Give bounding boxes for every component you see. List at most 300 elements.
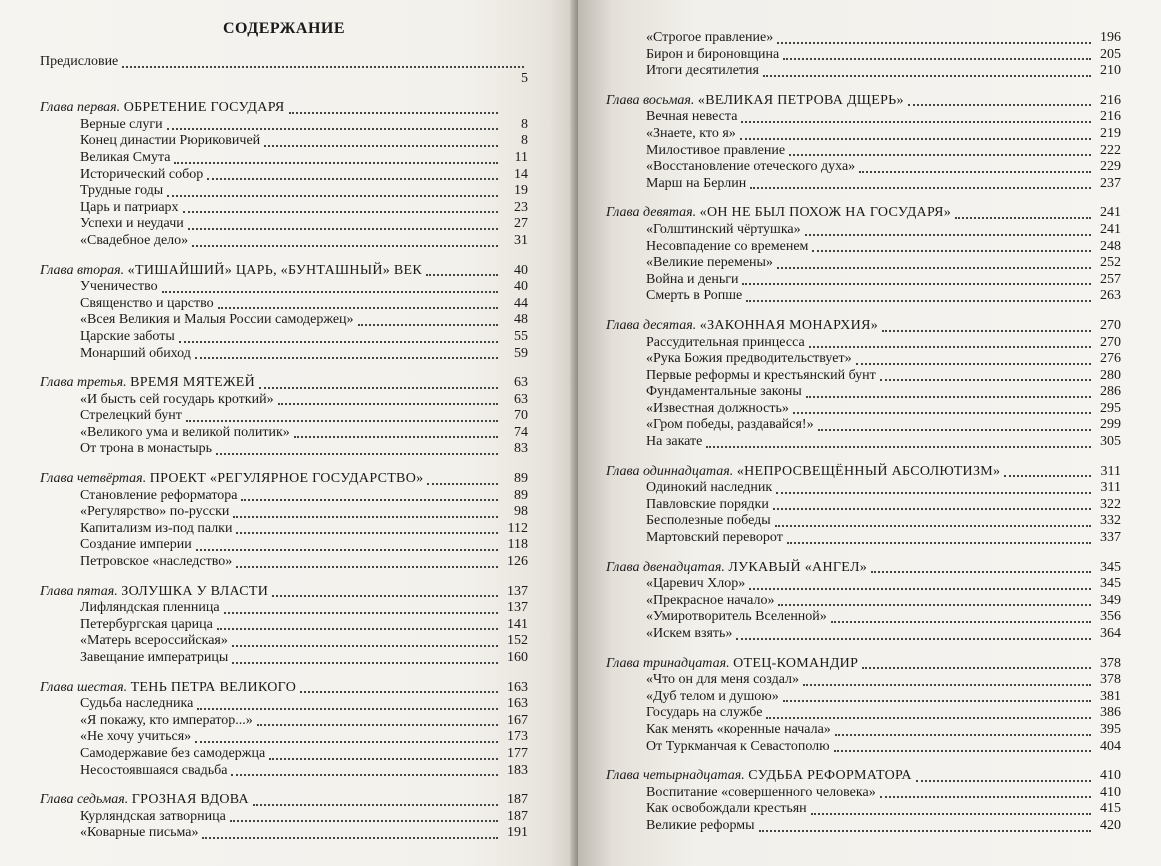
section-entry: [606, 30, 1121, 47]
page-number: 48: [514, 312, 528, 328]
leader-dots: [232, 645, 498, 647]
section-title: Конец династии Рюриковичей: [80, 133, 261, 149]
leader-dots: [167, 128, 498, 130]
section-entry: [40, 441, 528, 458]
section-entry: [40, 554, 528, 571]
chapter-name: «НЕПРОСВЕЩЁННЫЙ АБСОЛЮТИЗМ»: [736, 463, 1001, 479]
leader-dots: [186, 420, 498, 422]
section-entry: [606, 401, 1121, 418]
section-title: Война и деньги: [646, 271, 739, 287]
leader-dots: [759, 830, 1091, 832]
section-title: Петербургская царица: [80, 616, 213, 632]
page-number: 152: [507, 633, 528, 649]
section-entry: [40, 392, 528, 409]
page-number: 137: [507, 583, 528, 599]
leader-dots: [272, 595, 498, 597]
page-number: 229: [1100, 159, 1121, 175]
page-number: 59: [514, 345, 528, 361]
leader-dots: [236, 566, 498, 568]
leader-dots: [269, 758, 498, 760]
leader-dots: [197, 708, 498, 710]
section-entry: [40, 150, 528, 167]
leader-dots: [167, 195, 498, 197]
section-title: «Строгое правление»: [646, 30, 774, 45]
chapter-entry: [606, 768, 1121, 785]
page-number: 219: [1100, 125, 1121, 141]
section-entry: [606, 785, 1121, 802]
chapter-label: Глава пятая.: [40, 583, 118, 599]
section-entry: [40, 825, 528, 842]
leader-dots: [871, 571, 1091, 573]
section-title: Мартовский переворот: [646, 530, 783, 546]
leader-dots: [775, 525, 1091, 527]
page-number: 237: [1100, 175, 1121, 191]
chapter-block: [40, 792, 528, 842]
chapter-entry: [40, 375, 528, 392]
leader-dots: [231, 774, 498, 776]
section-entry: [606, 176, 1121, 193]
section-entry: [606, 255, 1121, 272]
chapter-heading: [40, 680, 296, 697]
section-entry: [606, 368, 1121, 385]
section-title: Первые реформы и крестьянский бунт: [646, 367, 876, 383]
leader-dots: [809, 346, 1091, 348]
section-title: Великие реформы: [646, 817, 755, 833]
section-entry: [40, 200, 528, 217]
page-number: 112: [507, 520, 528, 536]
section-title: Итоги десятилетия: [646, 63, 759, 79]
chapter-name: СУДЬБА РЕФОРМАТОРА: [748, 768, 912, 784]
preface-page: 5: [521, 70, 528, 86]
page-number: 395: [1100, 721, 1121, 737]
chapter-block: [40, 680, 528, 780]
leader-dots: [216, 453, 498, 455]
leader-dots: [174, 162, 498, 164]
section-entry: [606, 530, 1121, 547]
chapter-name: ПРОЕКТ «РЕГУЛЯРНОЕ ГОСУДАРСТВО»: [149, 471, 424, 487]
leader-dots: [300, 691, 498, 693]
page-number: 27: [514, 216, 528, 232]
chapter-block: [40, 584, 528, 667]
section-title: Курляндская затворница: [80, 808, 226, 824]
section-entry: [40, 521, 528, 538]
page-number: 40: [514, 262, 528, 278]
left-chapters: [40, 100, 528, 842]
leader-dots: [811, 813, 1091, 815]
leader-dots: [162, 291, 498, 293]
section-entry: [40, 729, 528, 746]
page-number: 163: [507, 679, 528, 695]
leader-dots: [880, 796, 1091, 798]
leader-dots: [777, 42, 1091, 44]
leader-dots: [188, 228, 498, 230]
section-entry: [606, 63, 1121, 80]
section-entry: [40, 600, 528, 617]
leader-dots: [706, 446, 1091, 448]
page-number: 98: [514, 504, 528, 520]
chapter-heading: [606, 768, 912, 785]
section-title: Становление реформатора: [80, 487, 238, 503]
section-entry: [40, 763, 528, 780]
leader-dots: [1004, 475, 1091, 477]
page-number: 378: [1100, 672, 1121, 688]
chapter-block: [606, 656, 1121, 756]
chapter-block: [606, 318, 1121, 451]
page-number: 322: [1100, 496, 1121, 512]
section-title: Бирон и бироновщина: [646, 46, 780, 62]
chapter-heading: [40, 792, 249, 809]
leader-dots: [253, 804, 498, 806]
section-entry: [606, 239, 1121, 256]
section-title: Бесполезные победы: [646, 513, 771, 529]
page-number: 332: [1100, 513, 1121, 529]
page-number: 137: [507, 600, 528, 616]
page-number: 14: [514, 166, 528, 182]
chapter-label: Глава восьмая.: [606, 92, 695, 108]
chapter-entry: [606, 560, 1121, 577]
chapter-label: Глава четырнадцатая.: [606, 768, 745, 784]
leader-dots: [859, 171, 1091, 173]
section-entry: [606, 143, 1121, 160]
chapter-entry: [40, 471, 528, 488]
chapter-name: «ВЕЛИКАЯ ПЕТРОВА ДЩЕРЬ»: [697, 92, 904, 108]
leader-dots: [427, 483, 498, 485]
chapter-block: [606, 464, 1121, 547]
section-title: Лифляндская пленница: [80, 600, 220, 616]
page-number: 167: [507, 712, 528, 728]
section-entry: [606, 335, 1121, 352]
section-title: Стрелецкий бунт: [80, 408, 182, 424]
leader-dots: [426, 274, 498, 276]
section-title: Несовпадение со временем: [646, 238, 809, 254]
leader-dots: [749, 588, 1091, 590]
leader-dots: [259, 387, 498, 389]
chapter-entry: [606, 93, 1121, 110]
section-entry: [40, 296, 528, 313]
leader-dots: [179, 341, 498, 343]
leader-dots: [750, 187, 1091, 189]
leader-dots: [192, 245, 498, 247]
page-number: 196: [1100, 30, 1121, 45]
leader-dots: [777, 267, 1091, 269]
section-entry: [40, 279, 528, 296]
section-entry: [40, 346, 528, 363]
page-number: 141: [507, 616, 528, 632]
preface-title: Предисловие: [40, 54, 119, 69]
section-title: «Искем взять»: [646, 626, 733, 641]
section-entry: [40, 233, 528, 250]
leader-dots: [122, 66, 524, 68]
section-title: «Великого ума и великой политик»: [80, 424, 290, 440]
chapter-entry: [606, 464, 1121, 481]
page-number: 276: [1100, 351, 1121, 367]
section-title: «Я покажу, кто император...»: [80, 712, 253, 728]
section-title: «Всея Великия и Малыя России самодержец»: [80, 312, 354, 328]
section-entry: [606, 288, 1121, 305]
page-number: 311: [1100, 463, 1121, 479]
page-number: 187: [507, 808, 528, 824]
section-title: Успехи и неудачи: [80, 216, 184, 232]
page-number: 415: [1100, 801, 1121, 817]
chapter-label: Глава вторая.: [40, 262, 125, 278]
chapter-heading: [40, 584, 268, 601]
chapter-heading: [606, 656, 858, 673]
chapter-entry: [606, 318, 1121, 335]
page-number: 8: [521, 116, 528, 132]
page-number: 177: [507, 745, 528, 761]
chapter-label: Глава тринадцатая.: [606, 655, 730, 671]
leader-dots: [856, 363, 1091, 365]
page-number: 83: [514, 441, 528, 457]
chapter-heading: [40, 263, 422, 280]
section-title: Фундаментальные законы: [646, 384, 802, 400]
section-title: От Туркманчая к Севастополю: [646, 738, 830, 754]
section-entry: [606, 497, 1121, 514]
leader-dots: [218, 307, 498, 309]
leader-dots: [818, 429, 1091, 431]
leader-dots: [278, 403, 498, 405]
chapter-label: Глава десятая.: [606, 317, 697, 333]
leader-dots: [955, 217, 1091, 219]
page-number: 286: [1100, 384, 1121, 400]
chapter-block: [40, 263, 528, 363]
chapter-name: ОБРЕТЕНИЕ ГОСУДАРЯ: [123, 100, 285, 116]
section-title: Ученичество: [80, 279, 158, 295]
section-entry: [606, 722, 1121, 739]
page-number: 345: [1100, 559, 1121, 575]
section-entry: [606, 47, 1121, 64]
chapter-heading: [606, 464, 1000, 481]
section-entry: [40, 617, 528, 634]
section-title: «И бысть сей государь кроткий»: [80, 391, 274, 407]
leader-dots: [763, 75, 1091, 77]
section-entry: [40, 650, 528, 667]
leader-dots: [741, 121, 1091, 123]
page-number: 55: [514, 328, 528, 344]
page-number: 40: [514, 279, 528, 295]
page-number: 216: [1100, 92, 1121, 108]
section-title: «Не хочу учиться»: [80, 729, 192, 745]
page-number: 89: [514, 471, 528, 487]
leader-dots: [257, 724, 498, 726]
section-entry: [40, 329, 528, 346]
section-entry: [606, 705, 1121, 722]
leader-dots: [835, 734, 1091, 736]
page-number: 252: [1100, 255, 1121, 271]
leader-dots: [805, 234, 1091, 236]
section-entry: [606, 417, 1121, 434]
chapter-block: [606, 205, 1121, 305]
section-entry: [606, 626, 1121, 643]
chapter-entry: [40, 263, 528, 280]
page-number: 410: [1100, 784, 1121, 800]
section-entry: [606, 609, 1121, 626]
left-page: [0, 0, 578, 866]
section-title: «Дуб телом и душою»: [646, 688, 779, 704]
chapter-label: Глава одиннадцатая.: [606, 463, 734, 479]
leader-dots: [746, 300, 1091, 302]
leader-dots: [736, 638, 1091, 640]
chapter-name: ЛУКАВЫЙ «АНГЕЛ»: [728, 559, 868, 575]
chapter-name: ЗОЛУШКА У ВЛАСТИ: [121, 583, 269, 599]
page-number: 163: [507, 696, 528, 712]
page-number: 364: [1100, 626, 1121, 641]
page-number: 241: [1100, 205, 1121, 221]
page-number: 356: [1100, 609, 1121, 625]
section-title: «Матерь всероссийская»: [80, 633, 228, 649]
section-title: «Рука Божия предводительствует»: [646, 351, 852, 367]
page-number: 205: [1100, 46, 1121, 62]
page-number: 187: [507, 792, 528, 808]
leader-dots: [294, 436, 498, 438]
section-title: Государь на службе: [646, 705, 763, 721]
chapter-label: Глава девятая.: [606, 205, 697, 221]
chapter-entry: [40, 584, 528, 601]
section-entry: [606, 109, 1121, 126]
leader-dots: [882, 330, 1091, 332]
section-title: Великая Смута: [80, 149, 171, 165]
section-entry: [40, 425, 528, 442]
section-entry: [40, 216, 528, 233]
section-entry: [40, 408, 528, 425]
section-title: Воспитание «совершенного человека»: [646, 784, 876, 800]
leader-dots: [195, 741, 498, 743]
leader-dots: [773, 508, 1091, 510]
section-entry: [40, 537, 528, 554]
chapter-heading: [606, 318, 878, 335]
section-title: Как менять «коренные начала»: [646, 721, 831, 737]
section-title: «Что он для меня создал»: [646, 672, 800, 688]
section-entry: [40, 746, 528, 763]
page-number: 19: [514, 183, 528, 199]
chapter-entry: [40, 792, 528, 809]
section-title: Судьба наследника: [80, 696, 194, 712]
page-number: 118: [507, 537, 528, 553]
leader-dots: [742, 283, 1091, 285]
chapter-block: [606, 560, 1121, 643]
leader-dots: [831, 621, 1091, 623]
page-number: 280: [1100, 367, 1121, 383]
section-entry: [40, 633, 528, 650]
chapter-entry: [40, 100, 528, 117]
section-title: «Умиротворитель Вселенной»: [646, 609, 827, 625]
page-number: 160: [507, 650, 528, 665]
section-title: Рассудительная принцесса: [646, 334, 805, 350]
leader-dots: [793, 412, 1091, 414]
chapter-name: «ОН НЕ БЫЛ ПОХОЖ НА ГОСУДАРЯ»: [699, 205, 952, 221]
leader-dots: [806, 396, 1091, 398]
leader-dots: [776, 492, 1091, 494]
section-title: «Регулярство» по-русски: [80, 504, 230, 520]
chapter-label: Глава шестая.: [40, 679, 128, 695]
chapter-name: ВРЕМЯ МЯТЕЖЕЙ: [130, 375, 256, 391]
section-entry: [40, 312, 528, 329]
section-entry: [606, 801, 1121, 818]
section-entry: [606, 351, 1121, 368]
chapter-label: Глава третья.: [40, 375, 127, 391]
section-title: «Известная должность»: [646, 400, 789, 416]
chapter-block: [40, 100, 528, 249]
section-entry: [606, 480, 1121, 497]
section-title: Трудные годы: [80, 183, 164, 199]
page-number: 23: [514, 199, 528, 215]
section-entry: [606, 576, 1121, 593]
page-number: 222: [1100, 142, 1121, 158]
section-title: Монарший обиход: [80, 345, 191, 361]
leader-dots: [289, 112, 498, 114]
chapter-heading: [606, 93, 904, 110]
section-title: «Голштинский чёртушка»: [646, 221, 801, 237]
section-title: Царь и патриарх: [80, 199, 179, 215]
page-number: 337: [1100, 530, 1121, 546]
page-number: 183: [507, 762, 528, 778]
section-title: Смерть в Ропше: [646, 288, 743, 304]
page-number: 8: [521, 133, 528, 149]
section-entry: [606, 672, 1121, 689]
leader-dots: [230, 820, 498, 822]
leader-dots: [862, 667, 1091, 669]
leader-dots: [880, 379, 1091, 381]
right-chapters: [606, 93, 1121, 835]
section-entry: [606, 739, 1121, 756]
chapter-name: ОТЕЦ-КОМАНДИР: [733, 655, 859, 671]
leader-dots: [783, 58, 1091, 60]
chapter-label: Глава четвёртая.: [40, 471, 147, 487]
section-entry: [40, 696, 528, 713]
leader-dots: [236, 532, 498, 534]
leader-dots: [183, 211, 498, 213]
page-number: 270: [1100, 334, 1121, 350]
section-title: «Восстановление отеческого духа»: [646, 159, 856, 175]
section-entry: [606, 384, 1121, 401]
chapter-label: Глава первая.: [40, 100, 121, 116]
section-title: На закате: [646, 434, 703, 450]
page-number: 63: [514, 391, 528, 407]
leader-dots: [224, 612, 498, 614]
section-title: «Гром победы, раздавайся!»: [646, 417, 814, 433]
leader-dots: [908, 104, 1091, 106]
page-number: 241: [1100, 221, 1121, 237]
page-number: 210: [1100, 63, 1121, 79]
chapter-entry: [606, 656, 1121, 673]
leader-dots: [834, 750, 1091, 752]
chapter-name: «ТИШАЙШИЙ» ЦАРЬ, «БУНТАШНЫЙ» ВЕК: [127, 262, 422, 278]
leader-dots: [812, 250, 1091, 252]
page-number: 349: [1100, 592, 1121, 608]
section-entry: [606, 818, 1121, 835]
page-number: 191: [507, 825, 528, 841]
chapter-name: «ЗАКОННАЯ МОНАРХИЯ»: [699, 317, 879, 333]
section-entry: [606, 272, 1121, 289]
chapter-name: ГРОЗНАЯ ВДОВА: [131, 792, 249, 808]
section-title: От трона в монастырь: [80, 441, 213, 457]
section-title: «Царевич Хлор»: [646, 576, 746, 592]
chapter-entry: [40, 680, 528, 697]
page-number: 295: [1100, 400, 1121, 416]
section-title: «Знаете, кто я»: [646, 125, 736, 141]
section-entry: [606, 434, 1121, 451]
section-title: Создание империи: [80, 537, 192, 553]
chapter-label: Глава двенадцатая.: [606, 559, 725, 575]
page-number: 378: [1100, 655, 1121, 671]
page-number: 270: [1100, 317, 1121, 333]
page-number: 404: [1100, 738, 1121, 754]
section-entry: [40, 133, 528, 150]
page-number: 173: [507, 729, 528, 745]
page-number: 420: [1100, 817, 1121, 833]
leader-dots: [766, 717, 1091, 719]
section-title: Петровское «наследство»: [80, 554, 233, 570]
